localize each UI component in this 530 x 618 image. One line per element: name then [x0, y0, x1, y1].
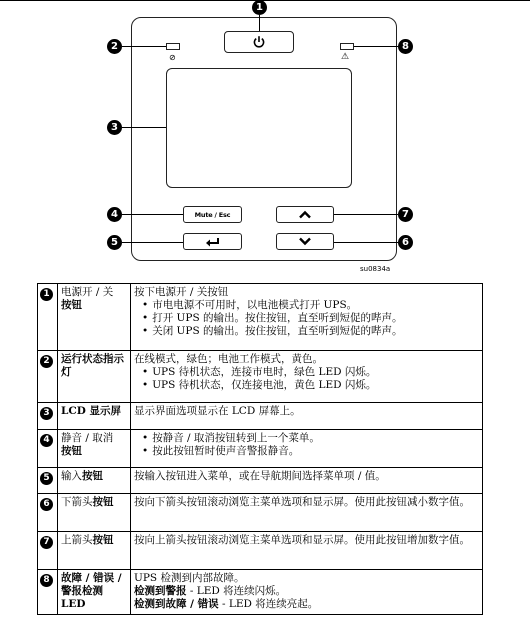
row-number-badge: 2: [40, 355, 53, 368]
control-description-table: [37, 283, 483, 615]
callout-8: 8: [398, 39, 413, 54]
table-row: [38, 570, 483, 615]
row-name: [58, 468, 131, 494]
row-name: [58, 284, 131, 351]
row-number-badge: 1: [40, 288, 53, 301]
figure-reference-code: su0834a: [360, 265, 391, 273]
row-description: [131, 570, 483, 615]
leader-8: [354, 46, 398, 47]
bullet-item: • 打开 UPS 的输出。按住按钮，直至听到短促的哔声。: [142, 312, 479, 325]
power-button[interactable]: [224, 31, 294, 53]
mute-esc-button[interactable]: Mute / Esc: [183, 206, 242, 223]
leader-3: [122, 127, 166, 128]
row-number-badge: 8: [40, 574, 53, 587]
row-number-badge: 3: [40, 407, 53, 420]
fault-line-text: - LED 将连续亮起。: [218, 598, 319, 610]
leader-5: [122, 242, 183, 243]
leader-4: [122, 214, 183, 215]
table-row: [38, 532, 483, 570]
callout-7: 7: [398, 207, 413, 222]
table-row: [38, 403, 483, 430]
callout-1: 1: [252, 0, 267, 15]
row-name: 运行状态指示灯: [58, 351, 131, 403]
table-row: [38, 430, 483, 468]
row-description: [131, 430, 483, 468]
enter-arrow-icon: [205, 237, 221, 247]
enter-button[interactable]: [183, 233, 242, 250]
lcd-screen: [166, 68, 352, 188]
table-row: [38, 284, 483, 351]
up-arrow-button[interactable]: [276, 206, 334, 223]
leader-6: [334, 242, 398, 243]
row-intro: 在线模式，绿色；电池工作模式，黄色。: [134, 353, 323, 365]
page-top-rule: [0, 0, 530, 1]
row-name-plain: 上箭头: [61, 534, 93, 546]
row-name-plain: 下箭头: [61, 496, 93, 508]
row-intro: 按下电源开 / 关按钮: [134, 286, 229, 298]
bullet-item: • 市电电源不可用时，以电池模式打开 UPS。: [142, 299, 479, 312]
fault-line: [134, 598, 479, 611]
bullet-item: • 按静音 / 取消按钮转到上一个菜单。: [142, 432, 479, 445]
callout-3: 3: [107, 120, 122, 135]
leader-1: [259, 15, 260, 31]
row-name-bold: 按钮: [61, 299, 82, 311]
callout-5: 5: [107, 235, 122, 250]
row-description: 按向上箭头按钮滚动浏览主菜单选项和显示屏。使用此按钮增加数字值。: [131, 532, 483, 570]
table-row: [38, 351, 483, 403]
leader-2: [122, 46, 166, 47]
row-name: [58, 532, 131, 570]
alert-line: [134, 585, 479, 598]
chevron-up-icon: [298, 210, 312, 219]
row-description: [131, 351, 483, 403]
fault-led-symbol: ⚠: [341, 52, 350, 62]
row-name: [58, 430, 131, 468]
down-arrow-button[interactable]: [276, 233, 334, 250]
row-number-badge: 5: [40, 472, 53, 485]
row-name-bold: 按钮: [92, 534, 114, 546]
fault-led: [340, 43, 354, 50]
row-name: LCD 显示屏: [58, 403, 131, 430]
row-name-bold: 按钮: [92, 496, 114, 508]
row-name-plain: 电源开 / 关: [61, 286, 114, 298]
alert-line-text: - LED 将连续闪烁。: [186, 585, 287, 597]
callout-4: 4: [107, 207, 122, 222]
row-name-plain: 输入: [61, 470, 82, 482]
leader-7: [334, 214, 398, 215]
status-led-symbol: ⊘: [169, 53, 176, 62]
row-name-bold: 按钮: [82, 470, 103, 482]
row-name: 故障 / 错误 / 警报检测 LED: [58, 570, 131, 615]
bullet-item: • UPS 待机状态，连接市电时，绿色 LED 闪烁。: [142, 366, 479, 379]
row-name-plain: 静音 / 取消: [61, 432, 114, 444]
row-name-bold: 按钮: [61, 445, 82, 457]
bullet-item: • 关闭 UPS 的输出。按住按钮，直至听到短促的哔声。: [142, 325, 479, 338]
row-description: 按向下箭头按钮滚动浏览主菜单选项和显示屏。使用此按钮减小数字值。: [131, 494, 483, 532]
row-intro: UPS 检测到内部故障。: [134, 572, 245, 584]
callout-2: 2: [107, 39, 122, 54]
callout-6: 6: [398, 235, 413, 250]
bullet-item: • UPS 待机状态，仅连接电池，黄色 LED 闪烁。: [142, 379, 479, 392]
table-row: [38, 468, 483, 494]
row-name: [58, 494, 131, 532]
row-number-badge: 7: [40, 536, 53, 549]
row-description: 显示界面选项显示在 LCD 屏幕上。: [131, 403, 483, 430]
row-number-badge: 4: [40, 434, 53, 447]
status-led: [166, 43, 180, 50]
row-description: [131, 284, 483, 351]
chevron-down-icon: [298, 237, 312, 246]
table-row: [38, 494, 483, 532]
row-description: 按输入按钮进入菜单，或在导航期间选择菜单项 / 值。: [131, 468, 483, 494]
row-number-badge: 6: [40, 498, 53, 511]
fault-line-label: 检测到故障 / 错误: [134, 598, 219, 610]
alert-line-label: 检测到警报: [134, 585, 187, 597]
power-icon: [252, 35, 266, 49]
bullet-item: • 按此按钮暂时使声音警报静音。: [142, 445, 479, 458]
